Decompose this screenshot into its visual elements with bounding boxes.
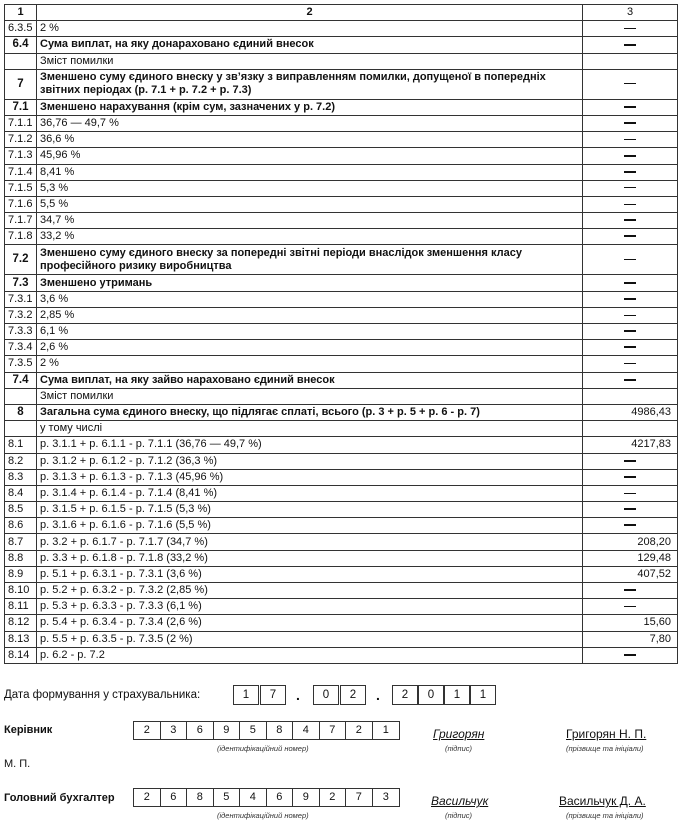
empty-value-dash	[624, 589, 636, 591]
empty-value-dash	[624, 219, 636, 221]
row-code: 7.1	[5, 99, 37, 115]
empty-value-dash	[624, 298, 636, 300]
table-row	[5, 180, 678, 196]
row-label: р. 3.2 + р. 6.1.7 - р. 7.1.7 (34,7 %)	[37, 534, 583, 550]
row-label: Сума виплат, на яку зайво нараховано єдиний внесок	[37, 372, 583, 388]
row-value	[583, 115, 678, 131]
row-code: 8.5	[5, 502, 37, 518]
table-row	[5, 599, 678, 615]
row-code	[5, 53, 37, 69]
row-label: 2,6 %	[37, 340, 583, 356]
row-label: р. 5.5 + р. 6.3.5 - р. 7.3.5 (2 %)	[37, 631, 583, 647]
accountant-signature: Васильчук	[431, 794, 489, 808]
row-label: 2,85 %	[37, 307, 583, 323]
row-value	[583, 453, 678, 469]
row-value	[583, 275, 678, 291]
row-value	[583, 421, 678, 437]
row-label: р. 5.1 + р. 6.3.1 - р. 7.3.1 (3,6 %)	[37, 566, 583, 582]
table-row	[5, 164, 678, 180]
table-row	[5, 437, 678, 453]
table-row	[5, 485, 678, 501]
table-row	[5, 388, 678, 404]
row-label: р. 5.4 + р. 6.3.4 - р. 7.3.4 (2,6 %)	[37, 615, 583, 631]
row-value	[583, 213, 678, 229]
id-digit-cell: 9	[214, 722, 241, 739]
empty-value-dash	[624, 315, 636, 316]
row-value	[583, 469, 678, 485]
table-row	[5, 340, 678, 356]
date-digit-box: 1	[470, 685, 496, 705]
empty-value-dash	[624, 363, 636, 364]
row-label: 36,6 %	[37, 132, 583, 148]
row-label: р. 3.1.2 + р. 6.1.2 - р. 7.1.2 (36,3 %)	[37, 453, 583, 469]
table-row	[5, 518, 678, 534]
row-code: 7.1.6	[5, 196, 37, 212]
row-code: 8.2	[5, 453, 37, 469]
date-digit-box: 0	[418, 685, 444, 705]
row-value	[583, 307, 678, 323]
table-row	[5, 615, 678, 631]
row-label: р. 6.2 - р. 7.2	[37, 647, 583, 663]
id-digit-cell: 2	[346, 722, 373, 739]
row-value	[583, 196, 678, 212]
row-label: р. 3.1.1 + р. 6.1.1 - р. 7.1.1 (36,76 — 49,7 %)	[37, 437, 583, 453]
row-value	[583, 388, 678, 404]
row-code: 7.1.8	[5, 229, 37, 245]
row-value	[583, 245, 678, 275]
table-row	[5, 69, 678, 99]
row-code: 7	[5, 69, 37, 99]
row-label: Зменшено суму єдиного внеску за попередні звітні періоди внаслідок зменшення класу професійного ризику виробництва	[37, 245, 583, 275]
row-value	[583, 99, 678, 115]
table-row	[5, 566, 678, 582]
table-row	[5, 245, 678, 275]
row-value	[583, 583, 678, 599]
id-digit-cell: 6	[161, 789, 188, 806]
row-code: 7.3.4	[5, 340, 37, 356]
row-code: 8.10	[5, 583, 37, 599]
accountant-name-caption: (прізвище та ініціали)	[566, 811, 644, 820]
empty-value-dash	[624, 106, 636, 108]
empty-value-dash	[624, 493, 636, 494]
table-row	[5, 583, 678, 599]
table-row	[5, 502, 678, 518]
table-row	[5, 21, 678, 37]
empty-value-dash	[624, 346, 636, 348]
row-code: 7.1.7	[5, 213, 37, 229]
row-value: 4986,43	[583, 404, 678, 420]
head-signature: Григорян	[433, 727, 485, 741]
row-label: р. 5.2 + р. 6.3.2 - р. 7.3.2 (2,85 %)	[37, 583, 583, 599]
table-header-row	[5, 5, 678, 21]
row-label: 6,1 %	[37, 324, 583, 340]
table-row	[5, 469, 678, 485]
row-label: Зменшено нарахування (крім сум, зазначених у р. 7.2)	[37, 99, 583, 115]
date-digit-box: 1	[233, 685, 259, 705]
row-code: 8.7	[5, 534, 37, 550]
table-row	[5, 453, 678, 469]
empty-value-dash	[624, 139, 636, 140]
row-value	[583, 485, 678, 501]
empty-value-dash	[624, 524, 636, 526]
row-value	[583, 69, 678, 99]
row-code: 7.1.3	[5, 148, 37, 164]
row-code: 8.9	[5, 566, 37, 582]
row-code: 7.3.2	[5, 307, 37, 323]
row-label: р. 3.1.4 + р. 6.1.4 - р. 7.1.4 (8,41 %)	[37, 485, 583, 501]
empty-value-dash	[624, 379, 636, 381]
row-value	[583, 21, 678, 37]
row-code: 8.13	[5, 631, 37, 647]
row-code: 8.12	[5, 615, 37, 631]
accountant-role: Головний бухгалтер	[4, 792, 115, 804]
row-code: 7.3.3	[5, 324, 37, 340]
row-value	[583, 148, 678, 164]
row-code: 6.4	[5, 37, 37, 53]
row-label: у тому числі	[37, 421, 583, 437]
row-code: 8.4	[5, 485, 37, 501]
id-digit-cell: 5	[214, 789, 241, 806]
accountant-id-cells	[133, 788, 400, 807]
row-label: р. 3.1.5 + р. 6.1.5 - р. 7.1.5 (5,3 %)	[37, 502, 583, 518]
table-row	[5, 148, 678, 164]
row-label: 2 %	[37, 21, 583, 37]
row-label: 3,6 %	[37, 291, 583, 307]
id-digit-cell: 2	[320, 789, 347, 806]
id-digit-cell: 3	[382, 791, 389, 803]
empty-value-dash	[624, 204, 636, 205]
row-label: Загальна сума єдиного внеску, що підлягає сплаті, всього (р. 3 + р. 5 + р. 6 - р. 7)	[37, 404, 583, 420]
empty-value-dash	[624, 654, 636, 656]
empty-value-dash	[624, 606, 636, 607]
table-row	[5, 275, 678, 291]
table-row	[5, 550, 678, 566]
row-value	[583, 229, 678, 245]
row-code: 7.3.5	[5, 356, 37, 372]
table-row	[5, 99, 678, 115]
row-value: 208,20	[583, 534, 678, 550]
row-value	[583, 340, 678, 356]
row-value: 407,52	[583, 566, 678, 582]
row-value	[583, 132, 678, 148]
row-value	[583, 502, 678, 518]
head-id-caption: (ідентифікаційний номер)	[217, 744, 309, 753]
table-row	[5, 324, 678, 340]
row-label: 45,96 %	[37, 148, 583, 164]
head-name-caption: (прізвище та ініціали)	[566, 744, 644, 753]
row-code	[5, 421, 37, 437]
table-row	[5, 356, 678, 372]
row-code: 7.1.1	[5, 115, 37, 131]
row-label: 33,2 %	[37, 229, 583, 245]
table-row	[5, 534, 678, 550]
row-label: 34,7 %	[37, 213, 583, 229]
row-label: 5,3 %	[37, 180, 583, 196]
row-value	[583, 518, 678, 534]
id-digit-cell: 5	[240, 722, 267, 739]
row-code: 7.1.5	[5, 180, 37, 196]
row-value	[583, 291, 678, 307]
id-digit-cell: 7	[320, 722, 347, 739]
header-col-2: 2	[37, 5, 583, 21]
id-digit-cell: 1	[382, 724, 389, 736]
row-code: 8.14	[5, 647, 37, 663]
row-label: Зменшено утримань	[37, 275, 583, 291]
row-code: 8.3	[5, 469, 37, 485]
empty-value-dash	[624, 235, 636, 237]
row-label: р. 3.1.3 + р. 6.1.3 - р. 7.1.3 (45,96 %)	[37, 469, 583, 485]
row-value	[583, 53, 678, 69]
date-digit-box: 2	[340, 685, 366, 705]
id-digit-cell: 2	[134, 789, 161, 806]
row-value	[583, 599, 678, 615]
table-row	[5, 229, 678, 245]
accountant-name: Васильчук Д. А.	[559, 794, 646, 808]
row-label: Зміст помилки	[37, 388, 583, 404]
id-digit-cell: 4	[240, 789, 267, 806]
head-signature-caption: (підпис)	[445, 744, 472, 753]
row-code: 8.8	[5, 550, 37, 566]
row-value: 4217,83	[583, 437, 678, 453]
row-value: 15,60	[583, 615, 678, 631]
empty-value-dash	[624, 171, 636, 173]
row-value	[583, 356, 678, 372]
empty-value-dash	[624, 476, 636, 478]
id-digit-cell: 6	[267, 789, 294, 806]
table-row	[5, 647, 678, 663]
table-row	[5, 372, 678, 388]
date-label: Дата формування у страхувальника:	[4, 689, 201, 701]
stamp-place: М. П.	[4, 758, 31, 770]
row-label: Сума виплат, на яку донараховано єдиний внесок	[37, 37, 583, 53]
row-code: 7.1.2	[5, 132, 37, 148]
date-separator: .	[296, 687, 300, 703]
row-value	[583, 372, 678, 388]
row-label: р. 3.3 + р. 6.1.8 - р. 7.1.8 (33,2 %)	[37, 550, 583, 566]
row-label: 36,76 — 49,7 %	[37, 115, 583, 131]
table-row	[5, 196, 678, 212]
date-digit-box: 2	[392, 685, 418, 705]
row-value	[583, 324, 678, 340]
accountant-signature-caption: (підпис)	[445, 811, 472, 820]
empty-value-dash	[624, 122, 636, 124]
header-col-3: 3	[583, 5, 678, 21]
row-code	[5, 388, 37, 404]
empty-value-dash	[624, 460, 636, 462]
row-code: 7.4	[5, 372, 37, 388]
row-code: 8	[5, 404, 37, 420]
row-label: Зміст помилки	[37, 53, 583, 69]
date-digit-box: 0	[313, 685, 339, 705]
row-code: 7.1.4	[5, 164, 37, 180]
date-separator: .	[376, 687, 380, 703]
empty-value-dash	[624, 83, 636, 84]
empty-value-dash	[624, 330, 636, 332]
row-value	[583, 180, 678, 196]
head-id-cells	[133, 721, 400, 740]
row-code: 8.6	[5, 518, 37, 534]
table-row	[5, 213, 678, 229]
id-digit-cell: 9	[293, 789, 320, 806]
row-code: 8.11	[5, 599, 37, 615]
table-row	[5, 37, 678, 53]
row-label: 5,5 %	[37, 196, 583, 212]
empty-value-dash	[624, 282, 636, 284]
row-label: 8,41 %	[37, 164, 583, 180]
id-digit-cell: 7	[346, 789, 373, 806]
row-label: 2 %	[37, 356, 583, 372]
head-role: Керівник	[4, 724, 53, 736]
table-row	[5, 404, 678, 420]
head-name: Григорян Н. П.	[566, 727, 647, 741]
table-row	[5, 631, 678, 647]
row-label: р. 3.1.6 + р. 6.1.6 - р. 7.1.6 (5,5 %)	[37, 518, 583, 534]
table-row	[5, 132, 678, 148]
id-digit-cell: 8	[267, 722, 294, 739]
empty-value-dash	[624, 259, 636, 260]
row-code: 8.1	[5, 437, 37, 453]
contribution-table	[4, 4, 678, 664]
row-label: р. 5.3 + р. 6.3.3 - р. 7.3.3 (6,1 %)	[37, 599, 583, 615]
row-code: 6.3.5	[5, 21, 37, 37]
row-value	[583, 164, 678, 180]
id-digit-cell: 8	[187, 789, 214, 806]
row-code: 7.2	[5, 245, 37, 275]
row-code: 7.3.1	[5, 291, 37, 307]
accountant-id-caption: (ідентифікаційний номер)	[217, 811, 309, 820]
id-digit-cell: 6	[187, 722, 214, 739]
empty-value-dash	[624, 44, 636, 46]
table-row	[5, 115, 678, 131]
empty-value-dash	[624, 187, 636, 188]
empty-value-dash	[624, 508, 636, 510]
row-value: 129,48	[583, 550, 678, 566]
table-row	[5, 291, 678, 307]
table-row	[5, 421, 678, 437]
date-digit-box: 7	[260, 685, 286, 705]
empty-value-dash	[624, 28, 636, 29]
date-digit-box: 1	[444, 685, 470, 705]
id-digit-cell: 3	[161, 722, 188, 739]
row-value	[583, 37, 678, 53]
table-row	[5, 53, 678, 69]
row-label: Зменшено суму єдиного внеску у зв’язку з виправленням помилки, допущеної в попередніх звітних періодах (р. 7.1 + р. 7.2 + р. 7.3)	[37, 69, 583, 99]
row-value	[583, 647, 678, 663]
row-code: 7.3	[5, 275, 37, 291]
row-value: 7,80	[583, 631, 678, 647]
id-digit-cell: 2	[134, 722, 161, 739]
header-col-1: 1	[5, 5, 37, 21]
empty-value-dash	[624, 155, 636, 157]
id-digit-cell: 4	[293, 722, 320, 739]
table-row	[5, 307, 678, 323]
